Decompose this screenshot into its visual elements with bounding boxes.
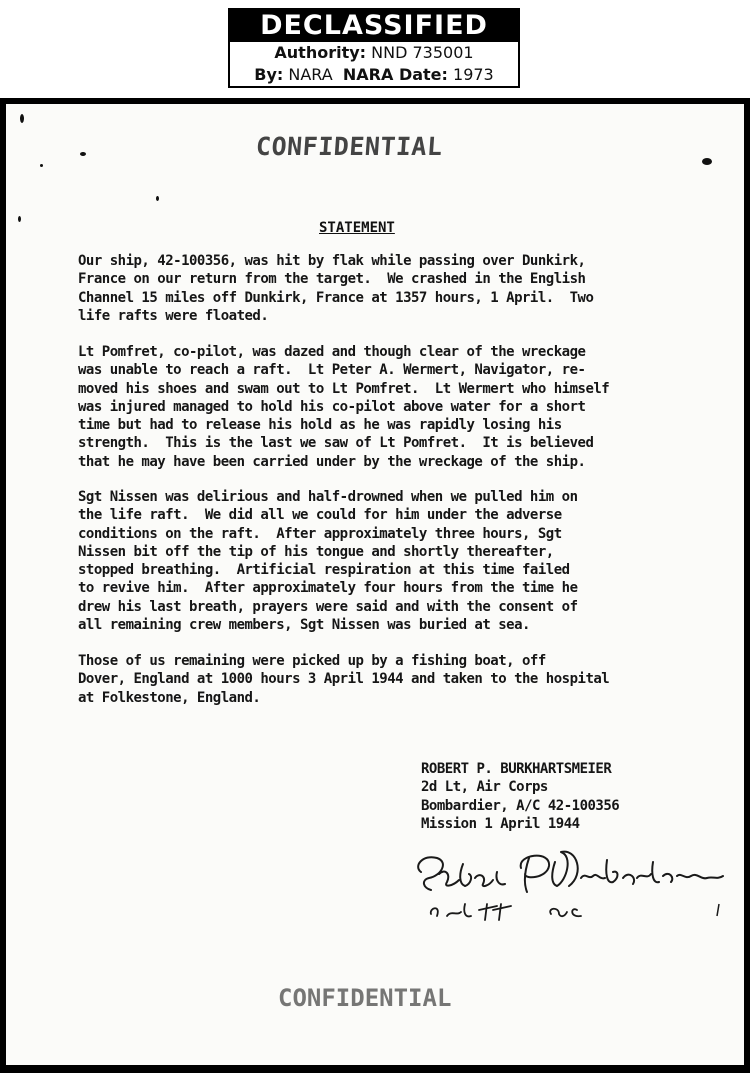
declassified-stamp — [228, 8, 520, 88]
statement-paragraph: Sgt Nissen was delirious and half-drowned when we pulled him on the life raft. We did all we could for him under the adverse conditions on the raft. After approximately three hours, Sgt Nissen bit off the tip of his tongue and shortly thereafter, stopped breathing. Artificial respiration at this time failed to revive him. After approximately four hours from the time he drew his last breath, prayers were said and with the consent of all remaining crew members, Sgt Nissen was buried at sea. — [78, 489, 578, 634]
typed-signature-block: ROBERT P. BURKHARTSMEIER 2d Lt, Air Corps Bombardier, A/C 42-100356 Mission 1 April 1944 — [421, 761, 620, 832]
scan-speck — [156, 196, 159, 201]
document-paper — [6, 104, 744, 1065]
scan-speck — [80, 152, 86, 156]
scan-speck — [702, 158, 712, 165]
stamp-authority-line — [230, 42, 518, 64]
stamp-authority-label: Authority: — [274, 43, 367, 62]
scan-speck — [18, 216, 21, 222]
statement-paragraph: Lt Pomfret, co-pilot, was dazed and though clear of the wreckage was unable to reach a raft. Lt Peter A. Wermert, Navigator, re- moved his shoes and swam out to Lt Pomfret. Lt Wermert who himself was injured managed to hold his co-pilot above water for a short time but had to release his hold as he was rapidly losing his strength. This is the last we saw of Lt Pomfret. It is believed that he may have been carried under by the wreckage of the ship. — [78, 344, 610, 470]
statement-paragraph: Those of us remaining were picked up by a fishing boat, off Dover, England at 1000 hours 3 April 1944 and taken to the hospital at Folkestone, England. — [78, 653, 610, 706]
stamp-title: DECLASSIFIED — [230, 10, 518, 42]
handwritten-signature — [401, 844, 741, 934]
statement-paragraph: Our ship, 42-100356, was hit by flak while passing over Dunkirk, France on our return from the target. We crashed in the English Channel 15 miles off Dunkirk, France at 1357 hours, 1 April. Two life rafts were floated. — [78, 253, 594, 324]
scan-speck — [40, 164, 43, 167]
scan-speck — [20, 114, 24, 123]
stamp-date-label: NARA Date: — [342, 65, 448, 84]
stamp-by-label: By: — [254, 65, 284, 84]
scanned-page-frame — [0, 98, 750, 1073]
stamp-by-value: NARA — [288, 65, 333, 84]
stamp-authority-value: NND 735001 — [371, 43, 474, 62]
statement-heading: STATEMENT — [319, 220, 395, 236]
stamp-date-value: 1973 — [453, 65, 494, 84]
stamp-by-line — [230, 64, 518, 86]
confidential-stamp-bottom: CONFIDENTIAL — [278, 984, 452, 1012]
confidential-stamp-top: CONFIDENTIAL — [254, 132, 444, 161]
